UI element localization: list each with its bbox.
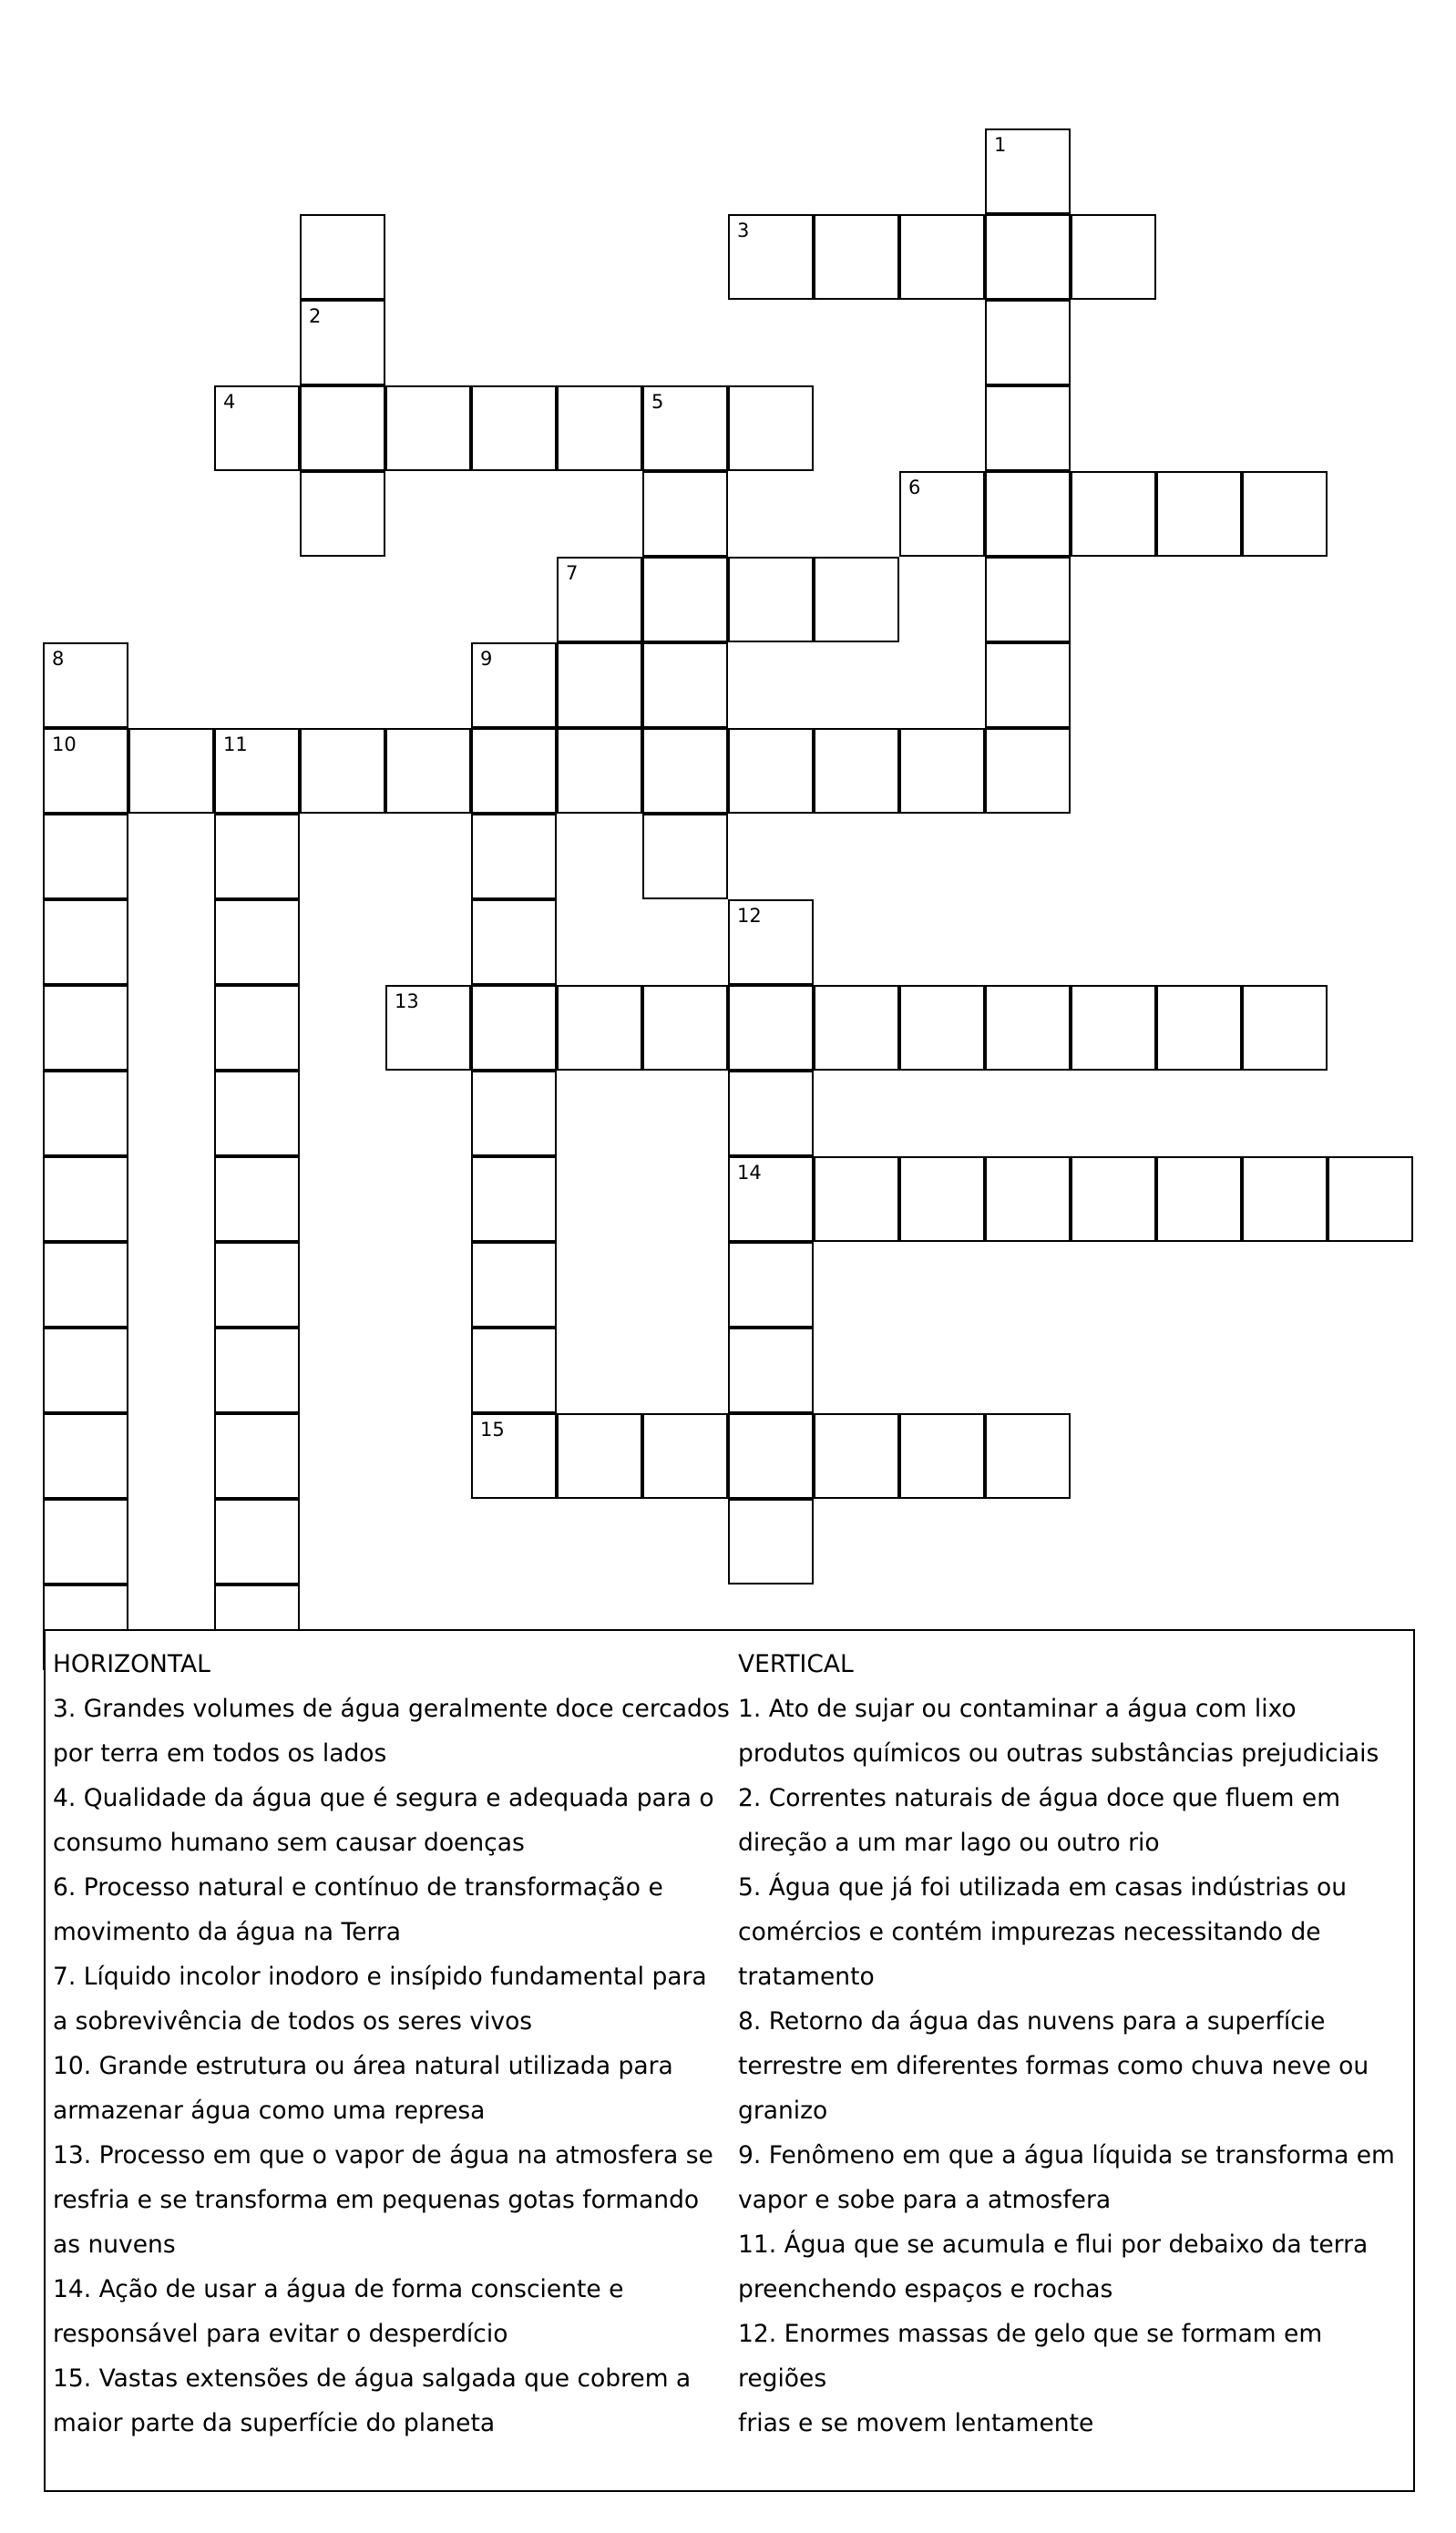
grid-cell[interactable] <box>728 1071 814 1156</box>
clue-line: por terra em todos os lados <box>53 1739 387 1768</box>
grid-cell[interactable] <box>728 1413 814 1499</box>
grid-cell[interactable] <box>300 385 385 471</box>
grid-cell[interactable] <box>214 1071 300 1156</box>
grid-cell[interactable] <box>814 557 899 642</box>
clue-line: produtos químicos ou outras substâncias prejudiciais <box>738 1739 1379 1768</box>
grid-cell[interactable] <box>728 557 814 642</box>
grid-cell[interactable] <box>728 1499 814 1584</box>
clue-number: 5 <box>651 391 664 413</box>
clue-number: 11 <box>223 733 248 755</box>
grid-cell[interactable] <box>642 985 728 1071</box>
clue-number: 3 <box>737 220 750 241</box>
grid-cell[interactable] <box>471 1242 557 1328</box>
clue-line: 14. Ação de usar a água de forma consciente e <box>53 2275 624 2303</box>
grid-cell[interactable] <box>471 985 557 1071</box>
grid-cell[interactable] <box>814 985 899 1071</box>
clue-number: 12 <box>737 905 762 927</box>
grid-cell[interactable] <box>642 557 728 642</box>
grid-cell[interactable] <box>43 1328 128 1413</box>
grid-cell[interactable] <box>1242 471 1328 557</box>
clue-number: 4 <box>223 391 236 413</box>
grid-cell[interactable] <box>43 814 128 899</box>
horizontal-heading: HORIZONTAL <box>53 1650 210 1678</box>
grid-cell[interactable] <box>642 814 728 899</box>
grid-cell[interactable] <box>471 642 557 728</box>
grid-cell[interactable] <box>43 1242 128 1328</box>
clues-box <box>44 1629 1415 2492</box>
clue-line: consumo humano sem causar doenças <box>53 1829 525 1857</box>
clue-line: 15. Vastas extensões de água salgada que cobrem a <box>53 2364 692 2393</box>
grid-cell[interactable] <box>899 471 985 557</box>
clue-line: 2. Correntes naturais de água doce que fluem em <box>738 1784 1341 1812</box>
grid-cell[interactable] <box>814 1413 899 1499</box>
grid-cell[interactable] <box>214 985 300 1071</box>
grid-cell[interactable] <box>1071 214 1156 300</box>
clue-line: 12. Enormes massas de gelo que se formam em regiões <box>738 2320 1323 2393</box>
grid-cell[interactable] <box>728 214 814 300</box>
grid-cell[interactable] <box>214 1242 300 1328</box>
grid-cell[interactable] <box>728 1328 814 1413</box>
grid-cell[interactable] <box>128 728 214 814</box>
clue-line: as nuvens <box>53 2230 176 2259</box>
clue-line: 8. Retorno da água das nuvens para a superfície <box>738 2007 1326 2036</box>
grid-cell[interactable] <box>385 728 471 814</box>
clue-number: 1 <box>994 134 1007 156</box>
grid-cell[interactable] <box>300 728 385 814</box>
clue-line: 7. Líquido incolor inodoro e insípido fundamental para <box>53 1963 707 1991</box>
grid-cell[interactable] <box>214 1413 300 1499</box>
grid-cell[interactable] <box>985 1156 1071 1242</box>
grid-cell[interactable] <box>985 557 1071 642</box>
clue-line: vapor e sobe para a atmosfera <box>738 2186 1112 2214</box>
clue-line: armazenar água como uma represa <box>53 2097 486 2125</box>
grid-cell[interactable] <box>1242 985 1328 1071</box>
grid-cell[interactable] <box>814 214 899 300</box>
grid-cell[interactable] <box>985 985 1071 1071</box>
grid-cell[interactable] <box>300 300 385 385</box>
clue-line: frias e se movem lentamente <box>738 2409 1094 2437</box>
clue-line: resfria e se transforma em pequenas gotas formando <box>53 2186 700 2214</box>
clue-line: 13. Processo em que o vapor de água na atmosfera se <box>53 2141 713 2169</box>
clue-line: 5. Água que já foi utilizada em casas indústrias ou <box>738 1873 1348 1902</box>
grid-cell[interactable] <box>728 1156 814 1242</box>
grid-cell[interactable] <box>300 214 385 300</box>
grid-cell[interactable] <box>43 1071 128 1156</box>
grid-cell[interactable] <box>214 1499 300 1584</box>
clue-line: 4. Qualidade da água que é segura e adequada para o <box>53 1784 714 1812</box>
grid-cell[interactable] <box>899 1413 985 1499</box>
grid-cell[interactable] <box>985 471 1071 557</box>
horizontal-clues <box>53 1642 736 2446</box>
clue-line: 1. Ato de sujar ou contaminar a água com lixo <box>738 1695 1297 1723</box>
grid-cell[interactable] <box>1071 1156 1156 1242</box>
grid-cell[interactable] <box>985 642 1071 728</box>
grid-cell[interactable] <box>471 1413 557 1499</box>
grid-cell[interactable] <box>728 385 814 471</box>
grid-cell[interactable] <box>471 899 557 985</box>
clue-number: 14 <box>737 1162 762 1184</box>
grid-cell[interactable] <box>214 385 300 471</box>
grid-cell[interactable] <box>985 300 1071 385</box>
grid-cell[interactable] <box>471 1328 557 1413</box>
grid-cell[interactable] <box>300 471 385 557</box>
grid-cell[interactable] <box>214 1156 300 1242</box>
grid-cell[interactable] <box>728 899 814 985</box>
grid-cell[interactable] <box>899 214 985 300</box>
grid-cell[interactable] <box>985 128 1071 214</box>
clue-number: 8 <box>52 648 65 670</box>
grid-cell[interactable] <box>814 728 899 814</box>
clue-line: 6. Processo natural e contínuo de transformação e <box>53 1873 663 1902</box>
clue-line: a sobrevivência de todos os seres vivos <box>53 2007 533 2036</box>
clue-line: comércios e contém impurezas necessitando de <box>738 1918 1321 1946</box>
clue-line: 10. Grande estrutura ou área natural utilizada para <box>53 2052 673 2080</box>
grid-cell[interactable] <box>899 728 985 814</box>
clue-number: 9 <box>480 648 493 670</box>
clue-number: 13 <box>395 990 419 1012</box>
grid-cell[interactable] <box>557 728 642 814</box>
grid-cell[interactable] <box>214 814 300 899</box>
vertical-heading: VERTICAL <box>738 1650 854 1678</box>
grid-cell[interactable] <box>557 985 642 1071</box>
grid-cell[interactable] <box>985 1413 1071 1499</box>
grid-cell[interactable] <box>985 385 1071 471</box>
grid-cell[interactable] <box>814 1156 899 1242</box>
grid-cell[interactable] <box>728 728 814 814</box>
grid-cell[interactable] <box>43 1413 128 1499</box>
grid-cell[interactable] <box>43 642 128 728</box>
grid-cell[interactable] <box>899 985 985 1071</box>
grid-cell[interactable] <box>214 899 300 985</box>
grid-cell[interactable] <box>642 642 728 728</box>
vertical-clues <box>738 1642 1412 2446</box>
clue-line: responsável para evitar o desperdício <box>53 2320 508 2348</box>
grid-cell[interactable] <box>985 214 1071 300</box>
grid-cell[interactable] <box>557 385 642 471</box>
grid-cell[interactable] <box>1156 985 1242 1071</box>
clue-number: 15 <box>480 1419 505 1441</box>
grid-cell[interactable] <box>557 642 642 728</box>
clue-line: preenchendo espaços e rochas <box>738 2275 1113 2303</box>
grid-cell[interactable] <box>1242 1156 1328 1242</box>
grid-cell[interactable] <box>471 814 557 899</box>
grid-cell[interactable] <box>43 899 128 985</box>
grid-cell[interactable] <box>471 1071 557 1156</box>
grid-cell[interactable] <box>1071 471 1156 557</box>
clue-line: terrestre em diferentes formas como chuva neve ou <box>738 2052 1369 2080</box>
grid-cell[interactable] <box>1156 1156 1242 1242</box>
clue-number: 2 <box>309 305 322 327</box>
grid-cell[interactable] <box>471 385 557 471</box>
grid-cell[interactable] <box>1156 471 1242 557</box>
clue-line: tratamento <box>738 1963 875 1991</box>
grid-cell[interactable] <box>642 1413 728 1499</box>
clue-number: 10 <box>52 733 77 755</box>
grid-cell[interactable] <box>471 728 557 814</box>
grid-cell[interactable] <box>43 1499 128 1584</box>
grid-cell[interactable] <box>642 471 728 557</box>
clue-line: 11. Água que se acumula e flui por debaixo da terra <box>738 2230 1369 2259</box>
clue-line: maior parte da superfície do planeta <box>53 2409 496 2437</box>
clue-line: movimento da água na Terra <box>53 1918 402 1946</box>
clue-line: granizo <box>738 2097 828 2125</box>
grid-cell[interactable] <box>899 1156 985 1242</box>
grid-cell[interactable] <box>43 1156 128 1242</box>
grid-cell[interactable] <box>1328 1156 1413 1242</box>
grid-cell[interactable] <box>214 1328 300 1413</box>
grid-cell[interactable] <box>43 985 128 1071</box>
clue-number: 7 <box>566 562 579 584</box>
grid-cell[interactable] <box>728 985 814 1071</box>
grid-cell[interactable] <box>642 728 728 814</box>
grid-cell[interactable] <box>214 728 300 814</box>
grid-cell[interactable] <box>385 985 471 1071</box>
grid-cell[interactable] <box>1071 985 1156 1071</box>
grid-cell[interactable] <box>557 1413 642 1499</box>
grid-cell[interactable] <box>385 385 471 471</box>
grid-cell[interactable] <box>642 385 728 471</box>
grid-cell[interactable] <box>471 1156 557 1242</box>
grid-cell[interactable] <box>557 557 642 642</box>
clue-line: direção a um mar lago ou outro rio <box>738 1829 1160 1857</box>
clue-line: 3. Grandes volumes de água geralmente doce cercados <box>53 1695 730 1723</box>
grid-cell[interactable] <box>728 1242 814 1328</box>
grid-cell[interactable] <box>43 728 128 814</box>
clue-line: 9. Fenômeno em que a água líquida se transforma em <box>738 2141 1395 2169</box>
clue-number: 6 <box>908 477 921 498</box>
grid-cell[interactable] <box>985 728 1071 814</box>
